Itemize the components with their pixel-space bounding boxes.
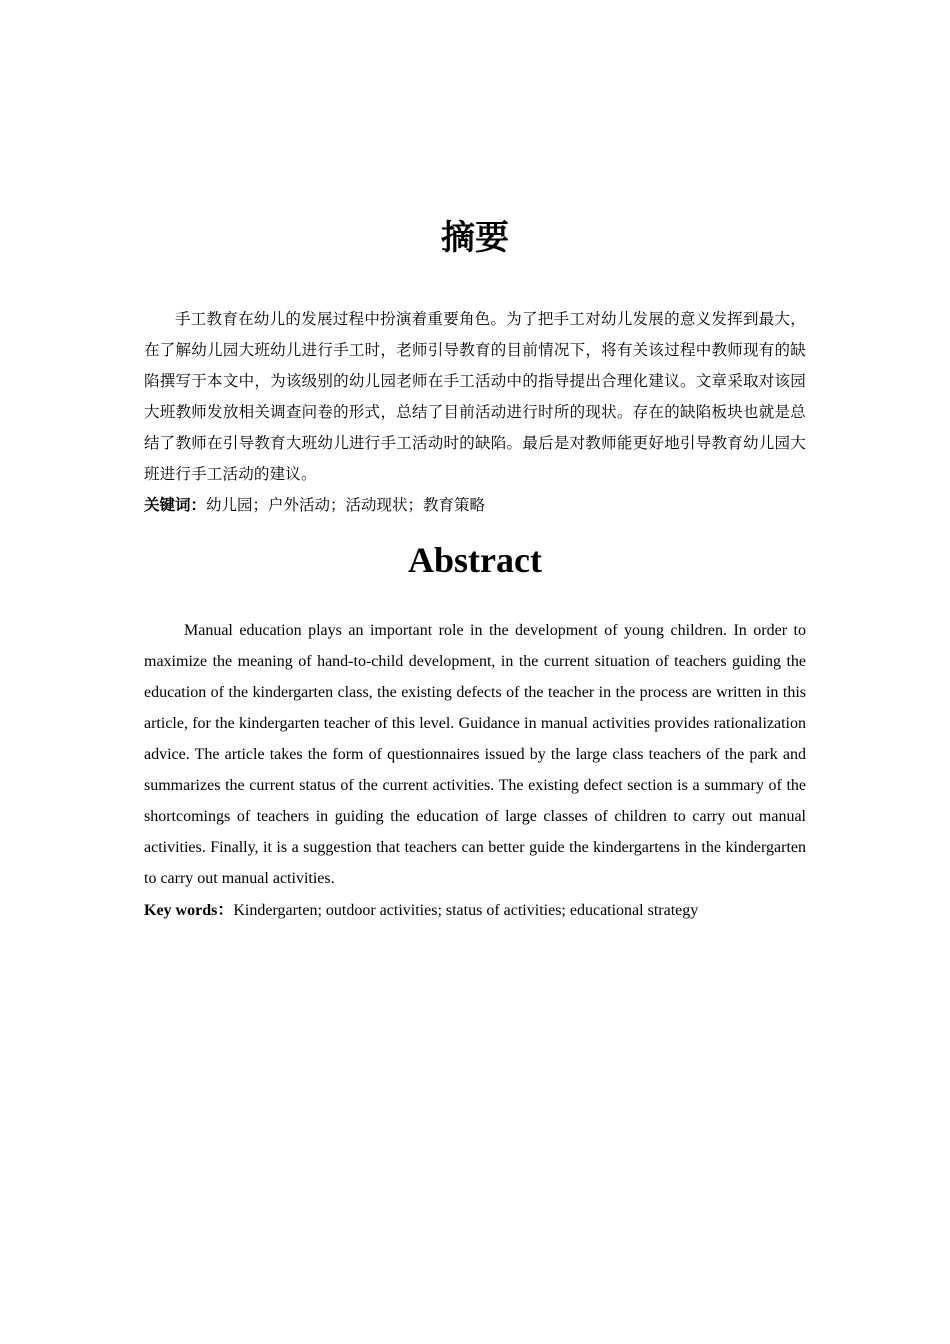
english-abstract-title: Abstract xyxy=(408,540,542,580)
chinese-abstract-body: 手工教育在幼儿的发展过程中扮演着重要角色。为了把手工对幼儿发展的意义发挥到最大，在了解幼儿园大班幼儿进行手工时，老师引导教育的目前情况下，将有关该过程中教师现有的缺陷撰写于本文中，为该级别的幼儿园老师在手工活动中的指导提出合理化建议。文章采取对该园大班教师发放相关调查问卷的形式，总结了目前活动进行时所的现状。存在的缺陷板块也就是总结了教师在引导教育大班幼儿进行手工活动时的缺陷。最后是对教师能更好地引导教育幼儿园大班进行手工活动的建议。 xyxy=(144,310,806,483)
chinese-abstract-title: 摘要 xyxy=(441,218,509,258)
english-keywords-label: Key words： xyxy=(144,902,234,919)
english-abstract-body: Manual education plays an important role in the development of young children. In order to maximize the meaning of hand-to-child development, in the current situation of teachers guiding the education of the kindergarten class, the existing defects of the teacher in the process are written in this article, for the kindergarten teacher of this level. Guidance in manual activities provides rationalization advice. The article takes the form of questionnaires issued by the large class teachers of the park and summarizes the current status of the current activities. The existing defect section is a summary of the shortcomings of teachers in guiding the education of large classes of children to carry out manual activities. Finally, it is a suggestion that teachers can better guide the kindergartens in the kindergarten to carry out manual activities. xyxy=(144,622,806,887)
chinese-keywords-text: 幼儿园；户外活动；活动现状；教育策略 xyxy=(206,496,486,514)
english-keywords-text: Kindergarten; outdoor activities; status of activities; educational strategy xyxy=(233,902,699,919)
english-keywords xyxy=(144,895,806,926)
chinese-keywords xyxy=(144,490,806,521)
chinese-keywords-label: 关键词： xyxy=(144,496,207,514)
